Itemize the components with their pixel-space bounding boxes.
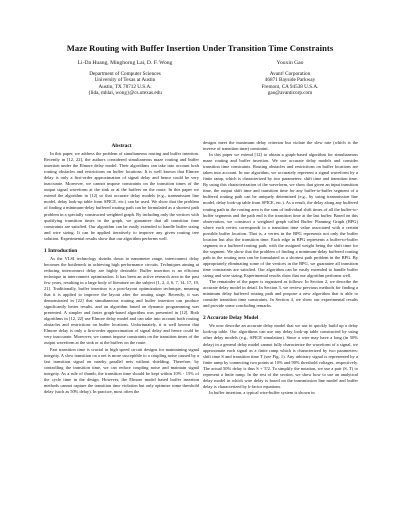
author-block-left <box>50 60 200 97</box>
right-paragraph-5: In buffer insertion, a typical wire-buffer system is shown in <box>209 389 315 395</box>
author-names-right: Youxin Gao <box>276 60 304 66</box>
intro-paragraph-1: As the VLSI technology shrinks down to nanometer range, interconnect delay becomes the bottleneck in achieving high performance circuits. Techniques aiming at reducing interconnect delay are highly desirable. Buffer insertion is an efficient technique in interconnect optimization. It has been an active research area in the past few years, resulting in a large body of literature on the subject [1, 2, 4, 6, 7, 14, 17, 19, 21]. Traditionally, buffer insertion is a post-layout optimization technique, meaning that it is applied to improve the layout after the routing stage. Recently, it was demonstrated in [22] that simultaneous routing and buffer insertion can produce significantly better results, and an algorithm based on dynamic programming was presented. A simpler and faster graph-based algorithm was presented in [12]. Both algorithms in [12, 22] use Elmore delay model and can take into account both routing obstacles and restrictions on buffer locations. Unfortunately, it is well known that Elmore delay is only a first-order approximation of signal delay and hence could be very inaccurate. Moreover, we cannot impose constraints on the transition times of the output waveform at the sink or at the buffers on the route. <box>44 255 199 346</box>
author-dept: Department of Computer Sciences <box>89 70 161 77</box>
intro-paragraph-2: Fast transition time is crucial in high speed circuit designs for maintaining signal integrity. A slow transition on a net is more susceptible to a coupling noise caused by a fast transition signal on nearby parallel nets without shielding. Therefore, by controlling the transition time, we can reduce coupling noise and maintain signal integrity. As a rule of thumb, the transition time should be kept within 10% - 15% of the cycle time in the design. However, the Elmore model based buffer insertion methods cannot capture the transition time violation but only optimize some threshold delay (such as 50% delay). In practice, most often the <box>44 346 199 394</box>
author-block-right <box>225 60 355 97</box>
section-2-heading: 2 Accurate Delay Model <box>203 315 259 322</box>
author-org: Avant! Corporation <box>269 70 311 77</box>
right-column <box>203 140 358 396</box>
right-paragraph-4: We now describe an accurate delay model that we use to quickly build up a delay look-up table. Our algorithms can use any delay look-up table constructed by using other delay models (e.g., SPICE simulation). Since a wire may have a long (in 50% delay) in a general delay model cannot fully characterize the waveform of a signal, we approximate each signal as a finite ramp which is characterized by two parameters: shift time S and transition time T (see Fig. 1). Any arbitrary signal is represented by a finite ramp by connecting two points at 10% and 90% threshold voltages, respectively. The actual 50% delay is thus S + T/2. To simplify the notation, we use a pair (S, T) to represent a finite ramp. In the rest of the section, we show how to use an analytical delay model in which wire delay is based on the transmission line model and buffer delay is characterized by k-factor equations. <box>203 323 358 389</box>
right-paragraph-2: In this paper we extend [12] to obtain a graph-based algorithm for simultaneous maze routing and buffer insertion. We use accurate delay models and consider transition time constraints. Routing obstacles and restrictions on buffer locations are taken into account. In our algorithm, we accurately represent a signal waveform by a finite ramp, which is characterized by two parameters: shift time and transition time. By using this characterization of the waveform, we show that given an input transition time, the output shift time and transition time for any buffer-to-buffer segment of a buffered routing path can be uniquely determined (e.g., by using transmission line model, delay look-up table from SPICE, etc.). As a result, the delay along any buffered routing path in the routing area is the sum of individual shift times of all the buffer-to-buffer segments and the path end is the transition time at the last buffer. Based on this observation, we construct a weighted graph called Buffer Planning Graph (BPG) where each vertex corresponds to a transition time value associated with a certain possible buffer location. That is, a vertex in the BPG represents not only the buffer location but also the transition time. Each edge in BPG represents a buffer-to-buffer segment in a buffered routing path, with the assigned weight being the shift time for the segment. We show that the problem of finding a minimum-delay buffered routing path in the routing area can be formulated as a shortest path problem in the BPG. By appropriately eliminating some of the vertices in the BPG, we guarantee all transition time constraints are satisfied. Our algorithm can be easily extended to handle buffer sizing and wire sizing. Experimental results show that our algorithm performs well. <box>203 152 358 279</box>
right-paragraph-3: The remainder of the paper is organized as follows: In Section 2, we describe the accurate delay model in detail. In Section 3, we review previous methods for finding a minimum delay buffered routing path and propose a new algorithm that is able to consider transition time constraints. In Section 4, we show our experimental results and provide some concluding remarks. <box>203 279 358 309</box>
paper-title: Maze Routing with Buffer Insertion Under Transition Time Constraints <box>66 43 334 53</box>
author-email-left: {lida, mhlai, wong}@cs.utexas.edu <box>88 90 162 97</box>
abstract-heading: Abstract <box>111 143 132 149</box>
author-city-right: Fremont, CA 94538 U.S.A. <box>261 83 319 90</box>
author-address: 46871 Bayside Parkway <box>264 77 316 84</box>
abstract-text: In this paper, we address the problem of simultaneous routing and buffer insertion. Recently in [12, 22], the authors considered simultaneous maze routing and buffer insertion under the Elmore delay model. Their algorithms can take into account both routing obstacles and restrictions on buffer locations. It is well known that Elmore delay is only a first-order approximation of signal delay and hence could be very inaccurate. Moreover, we cannot impose constraints on the transition times of the output signal waveform at the sink or at the buffers on the route. In this paper we extend the algorithm in [12] so that accurate delay models (e.g., transmission line model, delay look-up table from SPICE, etc.) can be used. We show that the problem of finding a minimum-delay buffered routing path can be formulated as a shortest path problem in a specially constructed weighted graph. By including only the vertices with qualifying transition times in the graph, we guarantee that all transition time constraints are satisfied. Our algorithm can be easily extended to handle buffer sizing and wire sizing. It can be applied iteratively to improve any given routing tree solution. Experimental results show that our algorithm performs well. <box>44 151 199 241</box>
right-paragraph-1: designs meet the maximum delay criterion but violate the slew rate (which is the inverse of transition time) constraint. <box>203 140 358 152</box>
author-city-left: Austin, TX 78712 U.S.A. <box>98 83 152 90</box>
author-university: University of Texas at Austin <box>94 77 156 84</box>
left-column <box>44 140 199 395</box>
author-names-left: Li-Da Huang, Minghorng Lai, D. F. Wong <box>77 60 173 66</box>
author-email-right: gao@avanticorp.com <box>267 90 313 97</box>
intro-heading: 1 Introduction <box>44 247 78 254</box>
